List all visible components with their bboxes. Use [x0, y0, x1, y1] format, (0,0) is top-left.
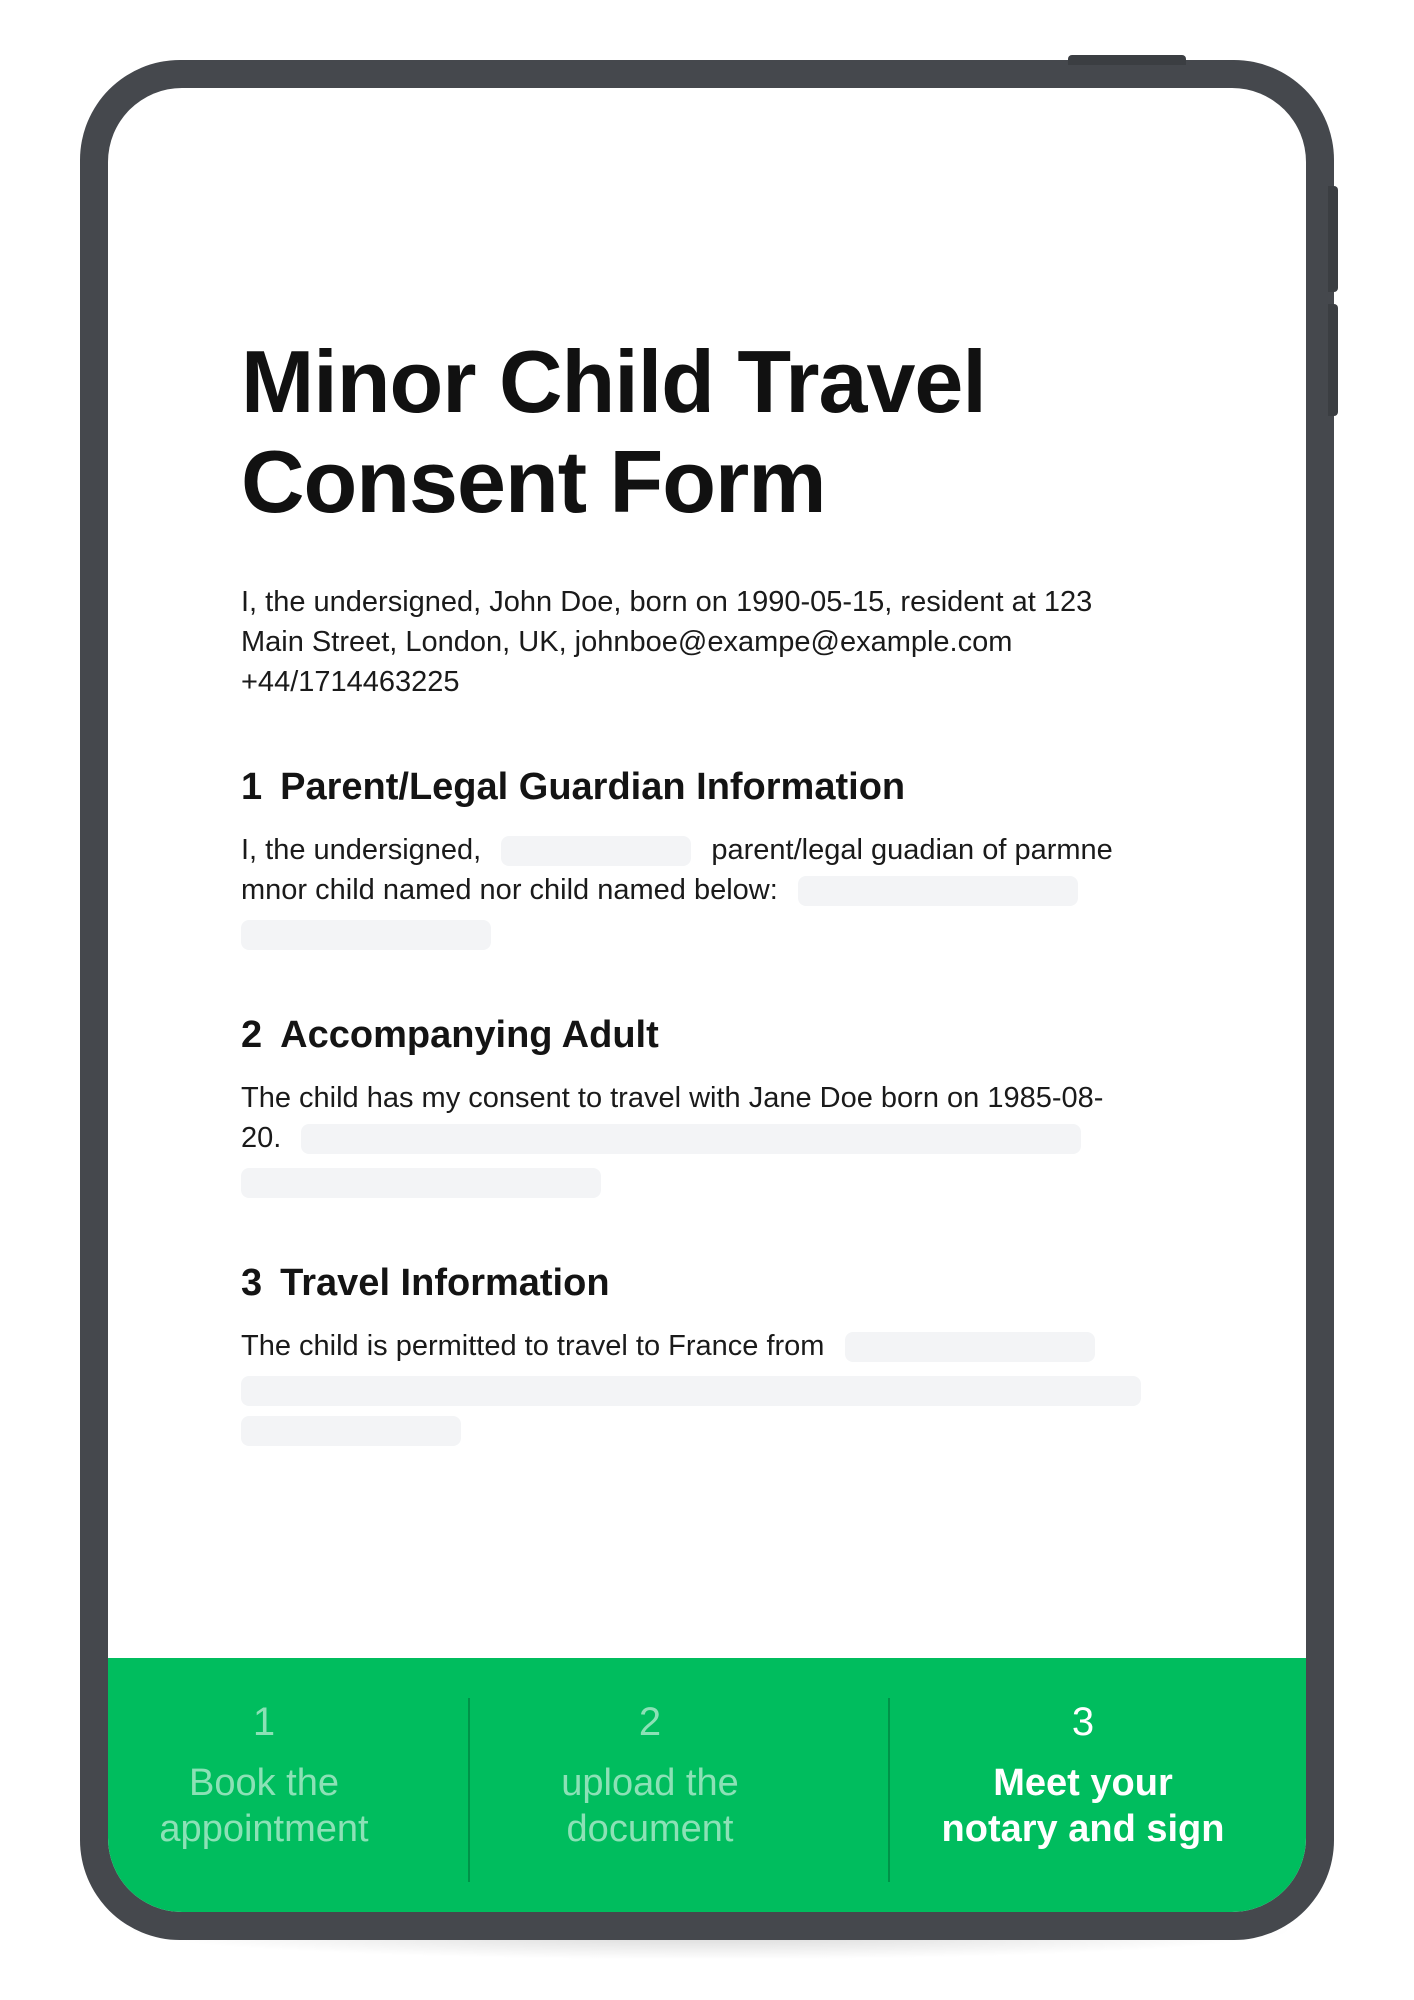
- section-title: Parent/Legal Guardian Information: [280, 766, 906, 808]
- section-number: 2: [241, 1014, 263, 1056]
- document-title-line1: Minor Child Travel: [241, 332, 986, 431]
- step-number: 3: [1071, 1700, 1095, 1744]
- document-title: [241, 332, 1141, 532]
- section-2-body: [241, 1078, 1141, 1198]
- tablet-volume-up-button: [1328, 186, 1338, 292]
- step-book-appointment[interactable]: [108, 1658, 420, 1912]
- step-label: Meet your notary and sign: [941, 1762, 1225, 1850]
- section-1-text-after: parent/legal guadian of parmne mnor child named nor child named below:: [241, 834, 1113, 906]
- child-details-field[interactable]: [241, 920, 491, 950]
- child-name-field[interactable]: [798, 876, 1078, 906]
- section-1-heading: [241, 764, 1141, 810]
- section-3-text: The child is permitted to travel to France from: [241, 1330, 825, 1362]
- section-1-body: [241, 830, 1141, 950]
- step-number: 1: [252, 1700, 276, 1744]
- tablet-volume-down-button: [1328, 304, 1338, 416]
- step-number: 2: [638, 1700, 662, 1744]
- step-label: upload the document: [561, 1762, 739, 1850]
- step-label: Book the appointment: [159, 1762, 369, 1850]
- tablet-power-button: [1068, 55, 1186, 65]
- tablet-screen: [108, 88, 1306, 1912]
- guardian-name-field[interactable]: [501, 836, 691, 866]
- section-title: Accompanying Adult: [280, 1014, 659, 1056]
- section-3-heading: [241, 1260, 1141, 1306]
- accompanying-adult-extra-field[interactable]: [241, 1168, 601, 1198]
- travel-extra-field[interactable]: [241, 1416, 461, 1446]
- section-1-text-before: I, the undersigned,: [241, 834, 482, 866]
- section-2-text: The child has my consent to travel with Jane Doe born on 1985-08-20.: [241, 1082, 1104, 1154]
- process-stepper: [108, 1658, 1306, 1912]
- section-3-body: [241, 1326, 1141, 1446]
- document-title-line2: Consent Form: [241, 432, 826, 531]
- step-upload-document[interactable]: [441, 1658, 859, 1912]
- step-meet-notary[interactable]: [860, 1658, 1306, 1912]
- accompanying-adult-details-field[interactable]: [301, 1124, 1081, 1154]
- section-number: 3: [241, 1262, 263, 1304]
- document-intro: I, the undersigned, John Doe, born on 1990-05-15, resident at 123 Main Street, London, UK, johnboe@exampe@example.com +44/1714463225: [241, 586, 1093, 698]
- travel-dates-field[interactable]: [241, 1376, 1141, 1406]
- consent-document: [241, 332, 1141, 1446]
- section-title: Travel Information: [280, 1262, 610, 1304]
- section-2-heading: [241, 1012, 1141, 1058]
- section-number: 1: [241, 766, 263, 808]
- travel-date-from-field[interactable]: [845, 1332, 1095, 1362]
